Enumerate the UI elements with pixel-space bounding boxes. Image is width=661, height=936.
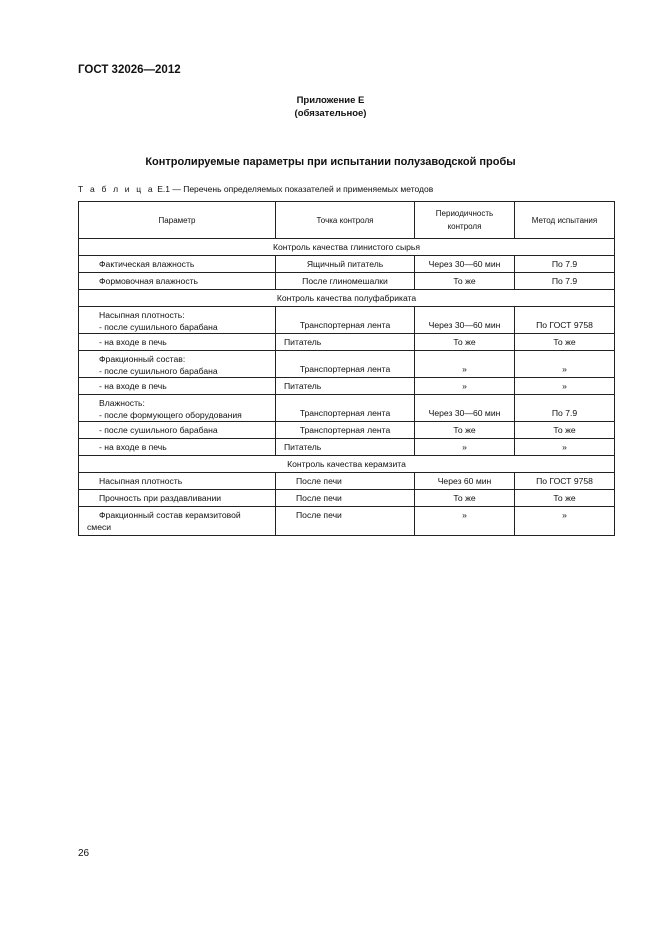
param-sub: - на входе в печь [79, 334, 276, 351]
point-cell: После печи [276, 490, 415, 507]
period-cell: » [415, 439, 515, 456]
period-cell: Через 30—60 мин [415, 256, 515, 273]
table-caption-prefix: Т а б л и ц а [78, 184, 155, 194]
point-cell: Транспортерная лента [276, 307, 415, 334]
header-method: Метод испытания [515, 202, 615, 239]
method-cell: » [515, 507, 615, 536]
table-row [79, 422, 615, 439]
table-row [79, 307, 615, 334]
param-sub: - после сушильного барабана [99, 322, 218, 332]
period-cell: Через 30—60 мин [415, 307, 515, 334]
annex-title: Приложение Е [296, 95, 365, 106]
param-title: Фракционный состав: [99, 354, 186, 364]
param-cell [79, 351, 276, 378]
header-param: Параметр [79, 202, 276, 239]
point-cell: Транспортерная лента [276, 422, 415, 439]
table-row [79, 490, 615, 507]
period-cell: » [415, 378, 515, 395]
period-cell: То же [415, 490, 515, 507]
table-row [79, 378, 615, 395]
table-row [79, 439, 615, 456]
table-row [79, 507, 615, 536]
header-period [415, 202, 515, 239]
table-row [79, 256, 615, 273]
header-period-line2: контроля [447, 222, 482, 231]
annex-subtitle: (обязательное) [294, 108, 367, 119]
param-sub: - на входе в печь [79, 439, 276, 456]
param-cell: Формовочная влажность [79, 273, 276, 290]
table-header-row [79, 202, 615, 239]
period-cell: То же [415, 334, 515, 351]
point-cell: Питатель [276, 439, 415, 456]
param-title: Влажность: [99, 398, 145, 408]
table-caption-text: Е.1 — Перечень определяемых показателей и применяемых методов [154, 184, 434, 194]
method-cell: То же [515, 334, 615, 351]
param-line2: смеси [87, 522, 112, 532]
param-sub: - после сушильного барабана [79, 422, 276, 439]
param-sub: - после сушильного барабана [99, 366, 218, 376]
period-cell: То же [415, 422, 515, 439]
section-title: Контролируемые параметры при испытании полузаводской пробы [145, 156, 516, 168]
group-raw-clay: Контроль качества глинистого сырья [79, 239, 615, 256]
point-cell: Транспортерная лента [276, 395, 415, 422]
method-cell: » [515, 378, 615, 395]
group-semi-product: Контроль качества полуфабриката [79, 290, 615, 307]
header-period-line1: Периодичность [435, 209, 494, 218]
method-cell: По ГОСТ 9758 [515, 307, 615, 334]
param-sub: - после формующего оборудования [99, 410, 242, 420]
method-cell: По 7.9 [515, 273, 615, 290]
point-cell: После печи [276, 473, 415, 490]
table-row [79, 351, 615, 378]
param-line1: Фракционный состав керамзитовой [99, 510, 241, 520]
table-caption [78, 184, 433, 194]
period-cell: Через 30—60 мин [415, 395, 515, 422]
table-row [79, 273, 615, 290]
param-cell [79, 395, 276, 422]
param-cell: Насыпная плотность [79, 473, 276, 490]
group-row [79, 239, 615, 256]
table-row [79, 395, 615, 422]
header-point: Точка контроля [276, 202, 415, 239]
table-row [79, 473, 615, 490]
parameters-table [78, 201, 615, 536]
point-cell: Питатель [276, 334, 415, 351]
point-cell: Питатель [276, 378, 415, 395]
method-cell: То же [515, 422, 615, 439]
method-cell: По 7.9 [515, 395, 615, 422]
period-cell: Через 60 мин [415, 473, 515, 490]
param-cell [79, 507, 276, 536]
period-cell: » [415, 507, 515, 536]
table-row [79, 334, 615, 351]
method-cell: По 7.9 [515, 256, 615, 273]
period-cell: То же [415, 273, 515, 290]
point-cell: Ящичный питатель [276, 256, 415, 273]
param-sub: - на входе в печь [79, 378, 276, 395]
page-number: 26 [78, 848, 90, 859]
point-cell: Транспортерная лента [276, 351, 415, 378]
method-cell: » [515, 351, 615, 378]
method-cell: По ГОСТ 9758 [515, 473, 615, 490]
param-cell [79, 307, 276, 334]
document-code: ГОСТ 32026—2012 [78, 64, 181, 76]
method-cell: То же [515, 490, 615, 507]
method-cell: » [515, 439, 615, 456]
group-keramzit: Контроль качества керамзита [79, 456, 615, 473]
param-cell: Прочность при раздавливании [79, 490, 276, 507]
param-cell: Фактическая влажность [79, 256, 276, 273]
period-cell: » [415, 351, 515, 378]
group-row [79, 290, 615, 307]
point-cell: После печи [276, 507, 415, 536]
param-title: Насыпная плотность: [99, 310, 185, 320]
group-row [79, 456, 615, 473]
point-cell: После глиномешалки [276, 273, 415, 290]
